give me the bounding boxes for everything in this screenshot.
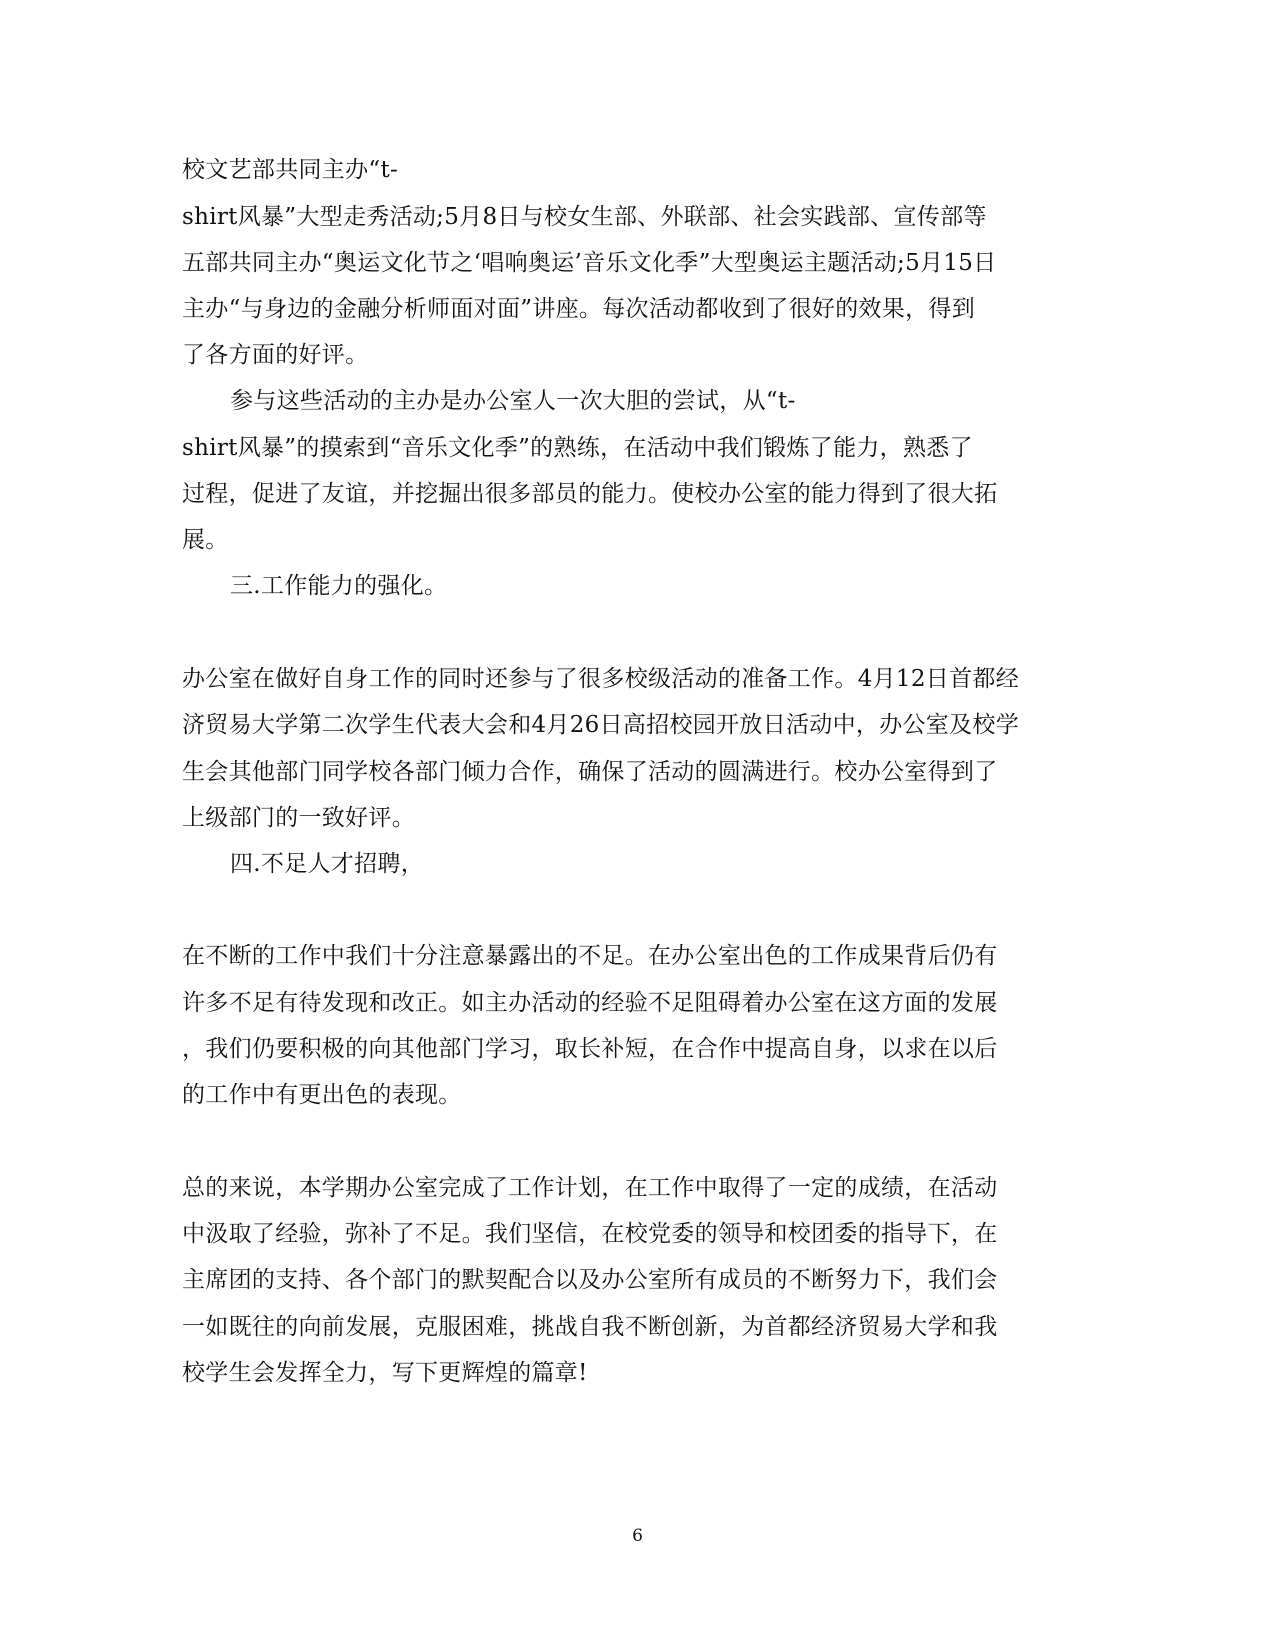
text-line: shirt风暴”大型走秀活动;5月8日与校女生部、外联部、社会实践部、宣传部等: [182, 204, 987, 230]
text-line: 济贸易大学第二次学生代表大会和4月26日高招校园开放日活动中，办公室及校学: [182, 712, 1019, 738]
text-line: 上级部门的一致好评。: [182, 805, 415, 831]
section-heading: 三.工作能力的强化。: [230, 573, 448, 599]
text-line: 主席团的支持、各个部门的默契配合以及办公室所有成员的不断努力下，我们会: [182, 1267, 998, 1293]
text-line: 中汲取了经验，弥补了不足。我们坚信，在校党委的领导和校团委的指导下，在: [182, 1221, 998, 1247]
text-line: 生会其他部门同学校各部门倾力合作，确保了活动的圆满进行。校办公室得到了: [182, 759, 998, 785]
text-line: 了各方面的好评。: [182, 342, 369, 368]
paragraph-first-line: 参与这些活动的主办是办公室人一次大胆的尝试，从“t-: [230, 388, 796, 414]
section-heading: 四.不足人才招聘，: [230, 851, 425, 877]
text-line: 展。: [182, 527, 229, 553]
text-line: ，我们仍要积极的向其他部门学习，取长补短，在合作中提高自身，以求在以后: [182, 1036, 998, 1062]
text-line: 的工作中有更出色的表现。: [182, 1082, 462, 1108]
text-line: 校文艺部共同主办“t-: [182, 157, 399, 183]
text-line: 在不断的工作中我们十分注意暴露出的不足。在办公室出色的工作成果背后仍有: [182, 943, 998, 969]
text-line: shirt风暴”的摸索到“音乐文化季”的熟练，在活动中我们锻炼了能力，熟悉了: [182, 435, 973, 461]
text-line: 办公室在做好自身工作的同时还参与了很多校级活动的准备工作。4月12日首都经: [182, 666, 1019, 692]
text-line: 许多不足有待发现和改正。如主办活动的经验不足阻碍着办公室在这方面的发展: [182, 990, 998, 1016]
text-line: 五部共同主办“奥运文化节之‘唱响奥运’音乐文化季”大型奥运主题活动;5月15日: [182, 250, 997, 276]
text-line: 校学生会发挥全力，写下更辉煌的篇章!: [182, 1360, 588, 1386]
text-line: 主办“与身边的金融分析师面对面”讲座。每次活动都收到了很好的效果，得到: [182, 296, 976, 322]
text-line: 一如既往的向前发展，克服困难，挑战自我不断创新，为首都经济贸易大学和我: [182, 1314, 998, 1340]
text-line: 总的来说，本学期办公室完成了工作计划，在工作中取得了一定的成绩，在活动: [182, 1175, 998, 1201]
text-line: 过程，促进了友谊，并挖掘出很多部员的能力。使校办公室的能力得到了很大拓: [182, 481, 998, 507]
page-number: 6: [632, 1526, 643, 1546]
